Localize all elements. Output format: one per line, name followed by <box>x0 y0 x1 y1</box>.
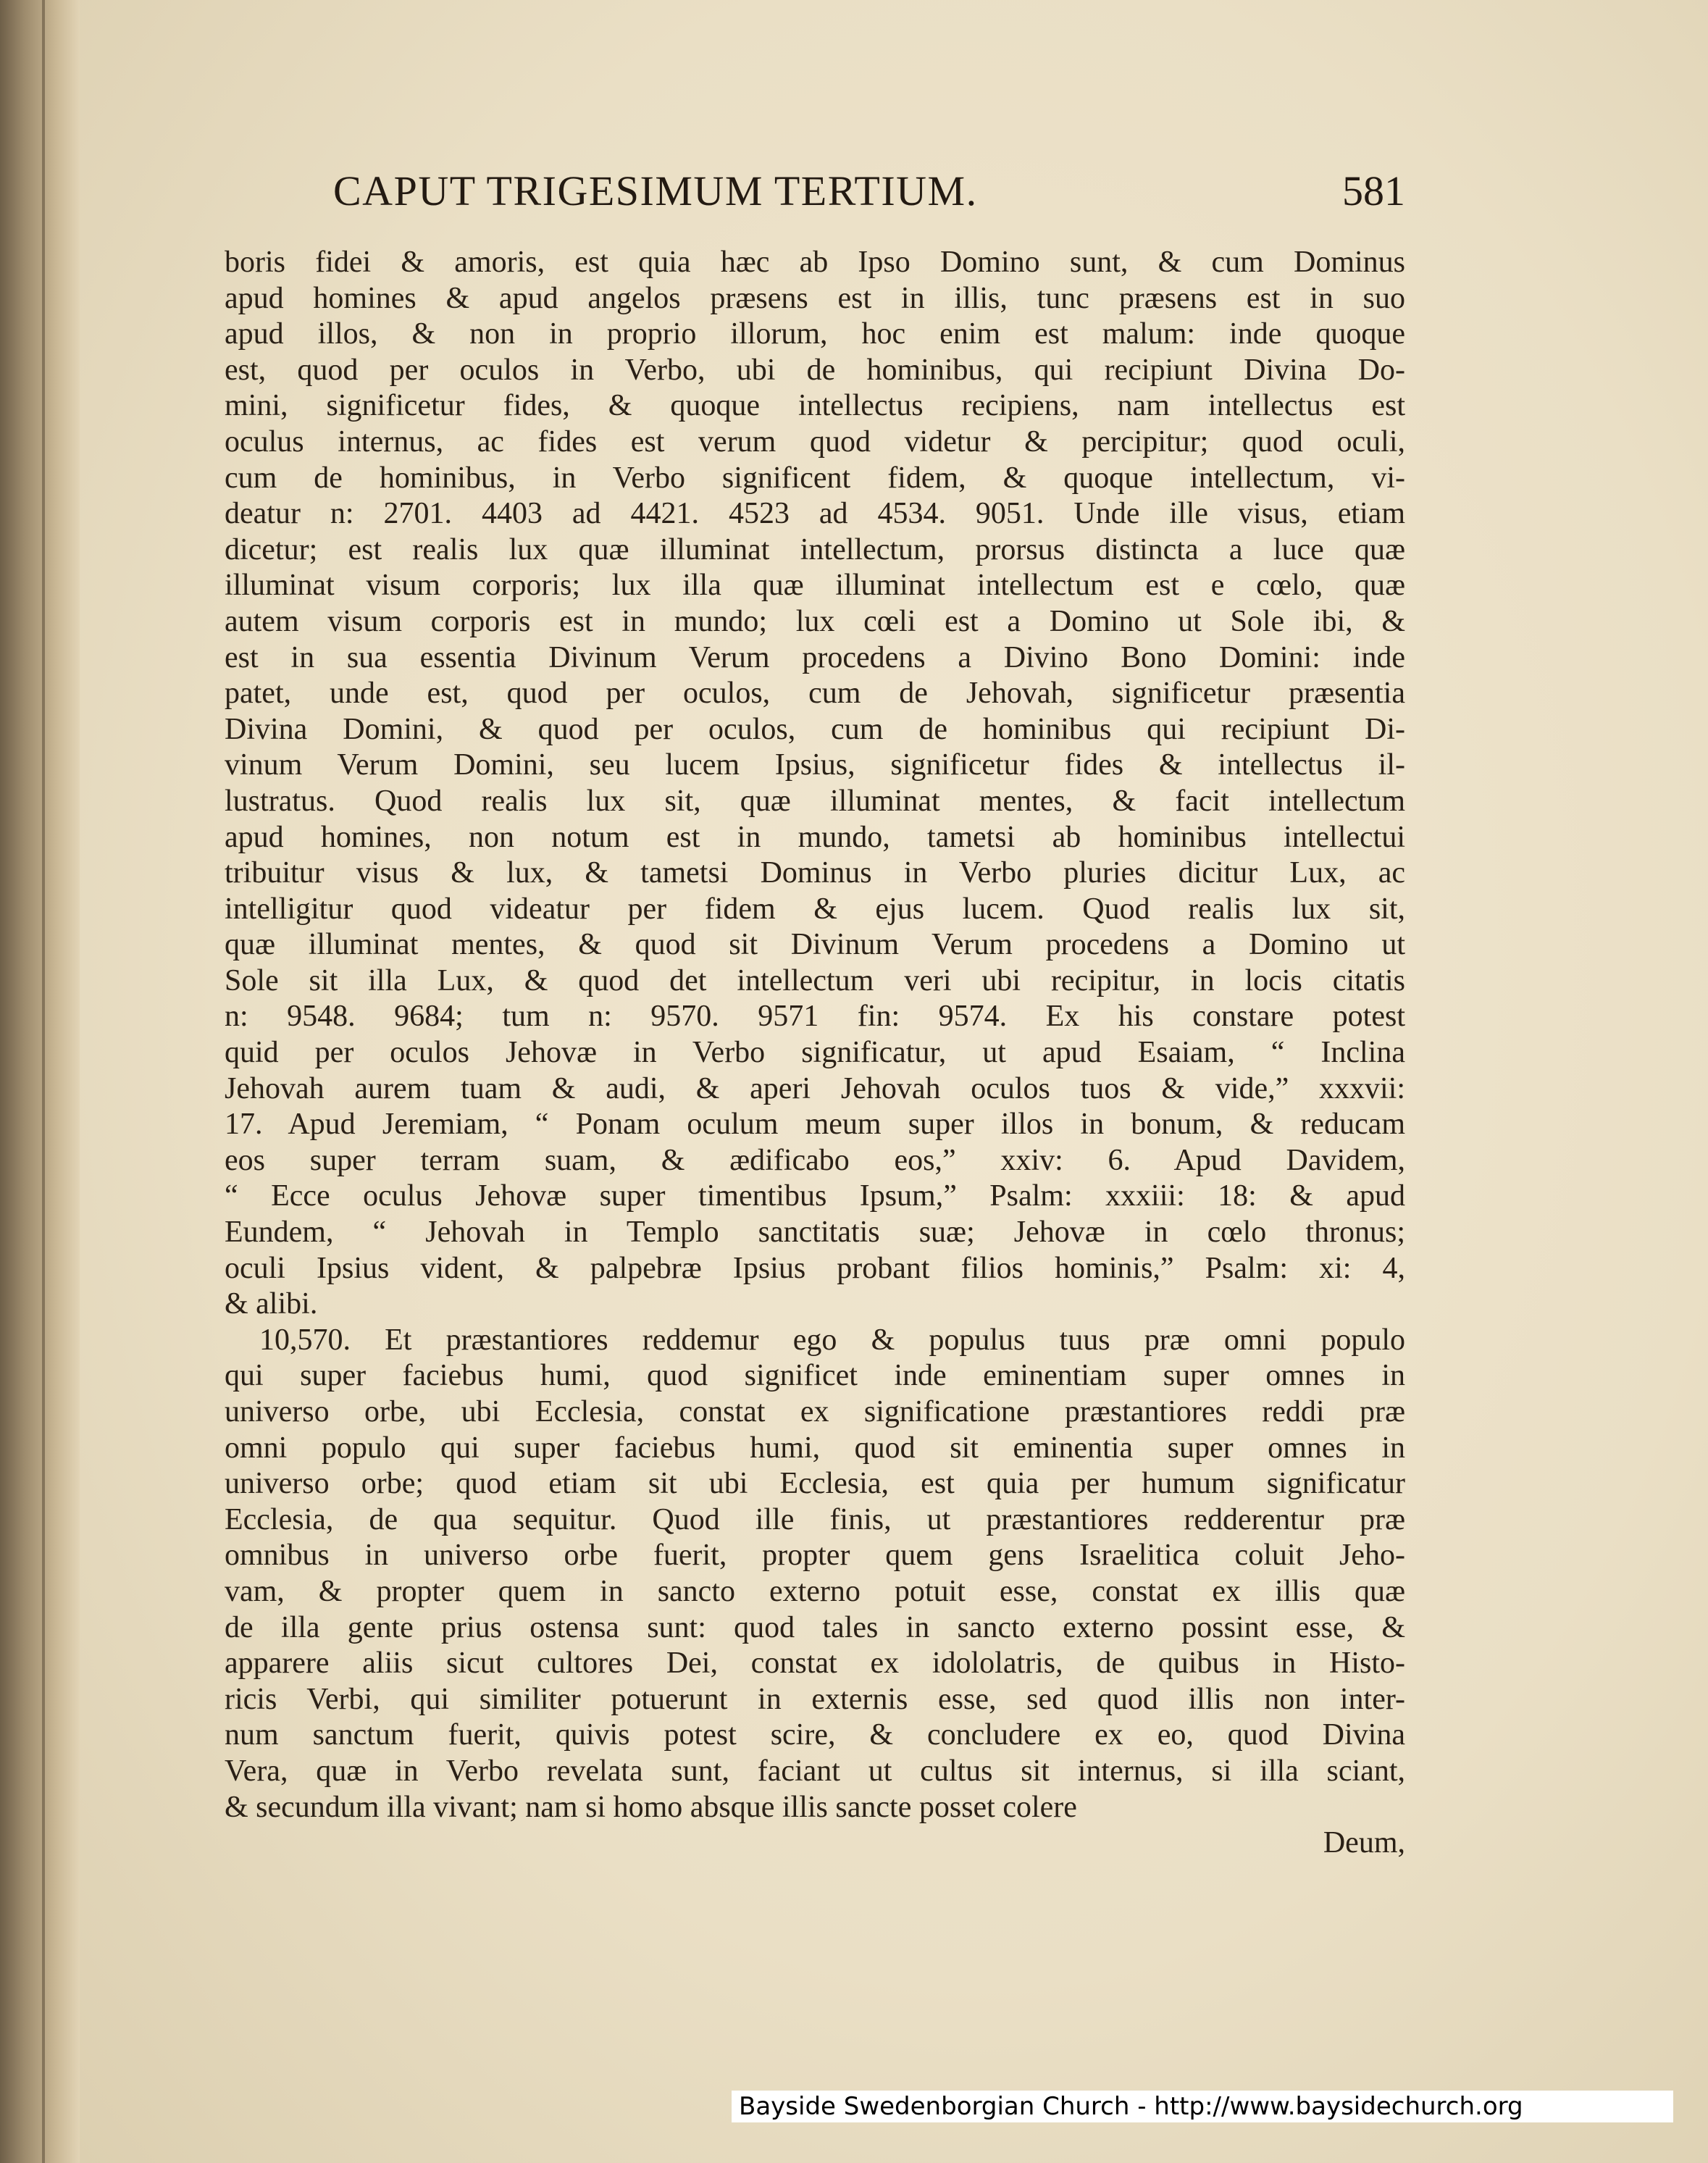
text-line: & secundum illa vivant; nam si homo absque illis sancte posset colere <box>225 1790 1077 1824</box>
catchword-line <box>225 1825 1405 1862</box>
text-line: Jehovah aurem tuam & audi, & aperi Jehovah oculos tuos & vide,” xxxvii: <box>225 1071 1405 1105</box>
text-line: de illa gente prius ostensa sunt: quod tales in sancto externo possint esse, & <box>225 1610 1405 1644</box>
text-line: deatur n: 2701. 4403 ad 4421. 4523 ad 4534. 9051. Unde ille visus, etiam <box>225 497 1405 531</box>
text-line: universo orbe; quod etiam sit ubi Ecclesia, est quia per humum significatur <box>225 1467 1405 1501</box>
text-line: cum de hominibus, in Verbo significent fidem, & quoque intellectum, vi- <box>225 461 1405 495</box>
page-number: 581 <box>1342 167 1405 214</box>
text-line: “ Ecce oculus Jehovæ super timentibus Ipsum,” Psalm: xxxiii: 18: & apud <box>225 1179 1405 1213</box>
text-line: n: 9548. 9684; tum n: 9570. 9571 fin: 9574. Ex his constare potest <box>225 1000 1405 1034</box>
text-line: & alibi. <box>225 1287 318 1321</box>
text-line: Eundem, “ Jehovah in Templo sanctitatis suæ; Jehovæ in cœlo thronus; <box>225 1216 1405 1250</box>
text-line: quæ illuminat mentes, & quod sit Divinum Verum procedens a Domino ut <box>225 928 1405 962</box>
book-page <box>80 0 1708 2163</box>
text-line: omnibus in universo orbe fuerit, propter quem gens Israelitica coluit Jeho- <box>225 1539 1405 1573</box>
body-text <box>225 245 1405 1862</box>
text-line: Sole sit illa Lux, & quod det intellectum veri ubi recipitur, in locis citatis <box>225 963 1405 997</box>
text-line: est in sua essentia Divinum Verum procedens a Divino Bono Domini: inde <box>225 640 1405 674</box>
text-line: vam, & propter quem in sancto externo potuit esse, constat ex illis quæ <box>225 1574 1405 1608</box>
text-line: num sanctum fuerit, quivis potest scire, & concludere ex eo, quod Divina <box>225 1718 1405 1752</box>
text-line: apud homines & apud angelos præsens est in illis, tunc præsens est in suo <box>225 281 1405 315</box>
page-header <box>333 167 1405 239</box>
text-line: illuminat visum corporis; lux illa quæ illuminat intellectum est e cœlo, quæ <box>225 569 1405 603</box>
text-line: quid per oculos Jehovæ in Verbo significatur, ut apud Esaiam, “ Inclina <box>225 1036 1405 1070</box>
catchword: Deum, <box>1323 1826 1405 1860</box>
text-line: apparere aliis sicut cultores Dei, constat ex idololatris, de quibus in Histo- <box>225 1647 1405 1681</box>
text-line: autem visum corporis est in mundo; lux cœli est a Domino ut Sole ibi, & <box>225 604 1405 638</box>
text-line: oculi Ipsius vident, & palpebræ Ipsius probant filios hominis,” Psalm: xi: 4, <box>225 1251 1405 1285</box>
text-line: universo orbe, ubi Ecclesia, constat ex significatione præstantiores reddi præ <box>225 1395 1405 1428</box>
text-line: 10,570. Et præstantiores reddemur ego & populus tuus præ omni populo <box>259 1323 1405 1357</box>
text-line: intelligitur quod videatur per fidem & ejus lucem. Quod realis lux sit, <box>225 892 1405 926</box>
text-line: omni populo qui super faciebus humi, quod sit eminentia super omnes in <box>225 1431 1405 1465</box>
text-line: boris fidei & amoris, est quia hæc ab Ipso Domino sunt, & cum Dominus <box>225 246 1405 279</box>
text-line: dicetur; est realis lux quæ illuminat intellectum, prorsus distincta a luce quæ <box>225 532 1405 566</box>
text-line: patet, unde est, quod per oculos, cum de Jehovah, significetur præsentia <box>225 677 1405 711</box>
text-line: ricis Verbi, qui similiter potuerunt in externis esse, sed quod illis non inter- <box>225 1682 1405 1716</box>
text-line: apud illos, & non in proprio illorum, hoc enim est malum: inde quoque <box>225 317 1405 351</box>
text-line: Ecclesia, de qua sequitur. Quod ille finis, ut præstantiores redderentur præ <box>225 1502 1405 1536</box>
text-line: eos super terram suam, & ædificabo eos,” xxiv: 6. Apud Davidem, <box>225 1143 1405 1177</box>
binding-fold-line <box>42 0 45 2163</box>
running-title: CAPUT TRIGESIMUM TERTIUM. <box>333 167 978 214</box>
text-line: mini, significetur fides, & quoque intellectus recipiens, nam intellectus est <box>225 389 1405 423</box>
text-line: vinum Verum Domini, seu lucem Ipsius, significetur fides & intellectus il- <box>225 748 1405 782</box>
text-line: 17. Apud Jeremiam, “ Ponam oculum meum super illos in bonum, & reducam <box>225 1108 1405 1142</box>
text-line: lustratus. Quod realis lux sit, quæ illuminat mentes, & facit intellectum <box>225 784 1405 818</box>
text-line: Divina Domini, & quod per oculos, cum de hominibus qui recipiunt Di- <box>225 712 1405 746</box>
text-line: oculus internus, ac fides est verum quod videtur & percipitur; quod oculi, <box>225 424 1405 459</box>
text-line: apud homines, non notum est in mundo, tametsi ab hominibus intellectui <box>225 820 1405 854</box>
binding-gutter <box>0 0 80 2163</box>
text-line: tribuitur visus & lux, & tametsi Dominus in Verbo pluries dicitur Lux, ac <box>225 856 1405 890</box>
text-line: qui super faciebus humi, quod significet inde eminentiam super omnes in <box>225 1359 1405 1393</box>
source-banner: Bayside Swedenborgian Church - http://www.baysidechurch.org <box>732 2091 1673 2122</box>
text-line: est, quod per oculos in Verbo, ubi de hominibus, qui recipiunt Divina Do- <box>225 353 1405 387</box>
text-line: Vera, quæ in Verbo revelata sunt, faciant ut cultus sit internus, si illa sciant, <box>225 1754 1405 1788</box>
